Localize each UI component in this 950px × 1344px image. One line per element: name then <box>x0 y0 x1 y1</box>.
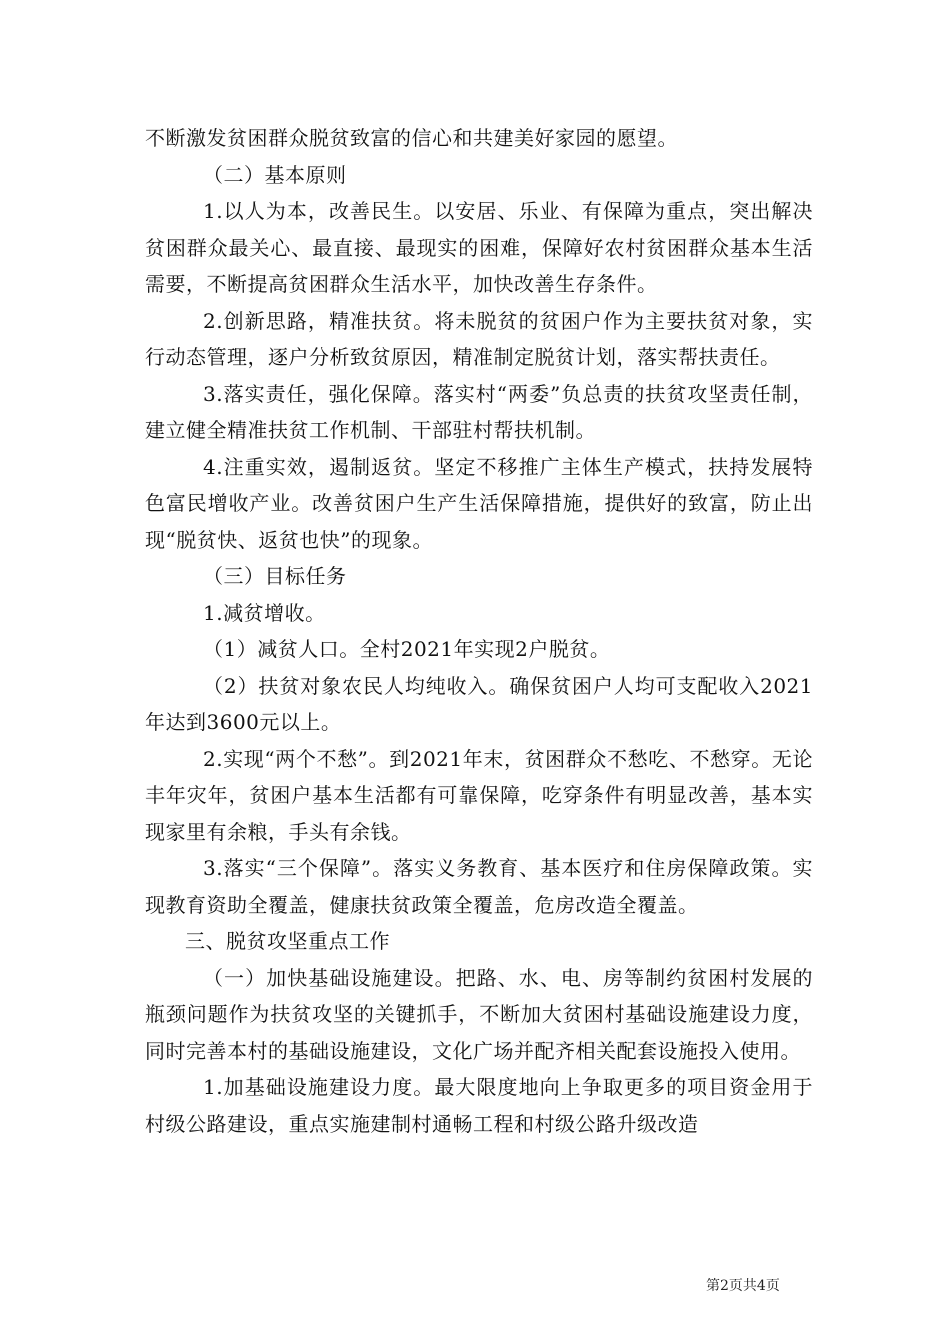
paragraph: 3.落实“三个保障”。落实义务教育、基本医疗和住房保障政策。实现教育资助全覆盖，健康扶贫政策全覆盖，危房改造全覆盖。 <box>145 856 813 917</box>
paragraph: （1）减贫人口。全村2021年实现2户脱贫。 <box>203 637 611 661</box>
section-heading: 三、脱贫攻坚重点工作 <box>185 929 390 953</box>
paragraph: 2.创新思路，精准扶贫。将未脱贫的贫困户作为主要扶贫对象，实行动态管理，逐户分析致贫原因，精准制定脱贫计划，落实帮扶责任。 <box>145 308 813 369</box>
document-body <box>145 120 813 1142</box>
page-number: 第2页共4页 <box>706 1278 780 1294</box>
section-heading: （三）目标任务 <box>203 564 347 588</box>
paragraph: 1.加基础设施建设力度。最大限度地向上争取更多的项目资金用于村级公路建设，重点实施建制村通畅工程和村级公路升级改造 <box>145 1075 813 1136</box>
paragraph: （一）加快基础设施建设。把路、水、电、房等制约贫困村发展的瓶颈问题作为扶贫攻坚的关键抓手，不断加大贫困村基础设施建设力度，同时完善本村的基础设施建设，文化广场并配齐相关配套设施投入使用。 <box>145 965 813 1063</box>
paragraph: 不断激发贫困群众脱贫致富的信心和共建美好家园的愿望。 <box>145 126 678 150</box>
paragraph: 2.实现“两个不愁”。到2021年末，贫困群众不愁吃、不愁穿。无论丰年灾年，贫困户基本生活都有可靠保障，吃穿条件有明显改善，基本实现家里有余粮，手头有余钱。 <box>145 746 813 844</box>
paragraph: 3.落实责任，强化保障。落实村“两委”负总责的扶贫攻坚责任制，建立健全精准扶贫工作机制、干部驻村帮扶机制。 <box>145 381 813 442</box>
paragraph: 1.减贫增收。 <box>203 600 326 625</box>
section-heading: （二）基本原则 <box>203 162 347 187</box>
paragraph: 4.注重实效，遏制返贫。坚定不移推广主体生产模式，扶持发展特色富民增收产业。改善贫困户生产生活保障措施，提供好的致富，防止出现“脱贫快、返贫也快”的现象。 <box>145 454 813 552</box>
paragraph: 1.以人为本，改善民生。以安居、乐业、有保障为重点，突出解决贫困群众最关心、最直接、最现实的困难，保障好农村贫困群众基本生活需要，不断提高贫困群众生活水平，加快改善生存条件。 <box>145 199 813 296</box>
paragraph: （2）扶贫对象农民人均纯收入。确保贫困户人均可支配收入2021年达到3600元以上。 <box>145 673 813 734</box>
